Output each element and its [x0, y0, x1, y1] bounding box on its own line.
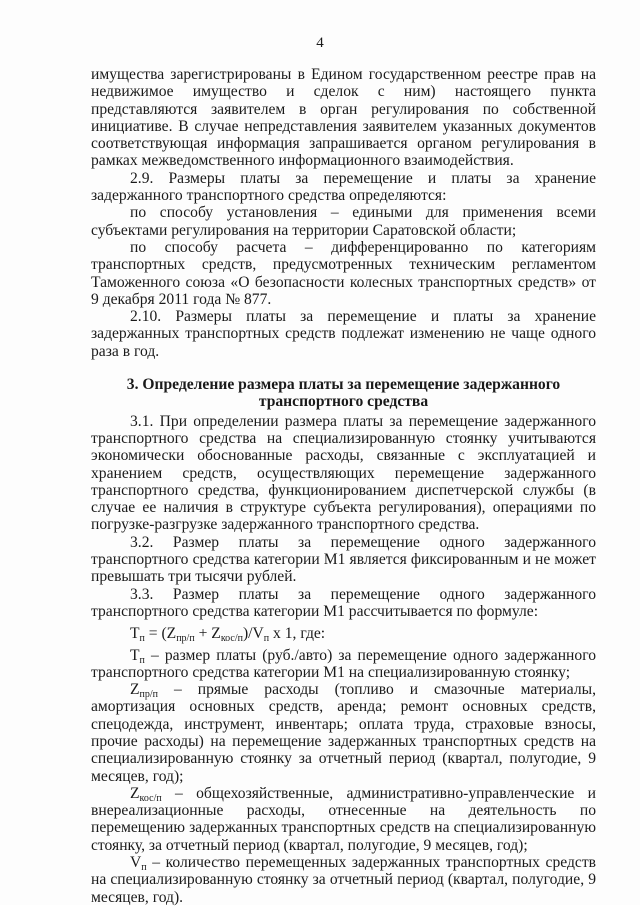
paragraph: по способу расчета – дифференцированно по категориям транспортных средств, предусмотренных техническим регламентом Таможенного союза «О безопасности колесных транспортных средств» от 9 декабря 2011 года № 877.: [91, 238, 596, 308]
paragraph: 3.3. Размер платы за перемещение одного задержанного транспортного средства категории М1 рассчитывается по формуле:: [91, 585, 596, 620]
paragraph: 2.10. Размеры платы за перемещение и платы за хранение задержанных транспортных средств подлежат изменению не чаще одного раза в год.: [91, 308, 596, 360]
paragraph: 3.2. Размер платы за перемещение одного задержанного транспортного средства категории М1 является фиксированным и не может превышать три тысячи рублей.: [91, 533, 596, 586]
paragraph: 2.9. Размеры платы за перемещение и платы за хранение задержанного транспортного средства определяются:: [91, 169, 596, 205]
definition-v: $V_п$ – количество перемещенных задержанных транспортных средств на специализированную стоянку за отчетный период (квартал, полугодие, 9 месяцев, год).: [91, 854, 596, 906]
definition-z-overhead: $Z_{кос/п}$ – общехозяйственные, административно-управленческие и внереализационные расходы, отнесенные на деятельность по перемещению задержанных транспортных средств на специализированную стоянку, за отчетный период (квартал, полугодие, 9 месяцев, год);: [91, 784, 596, 854]
document-body: [91, 66, 596, 906]
paragraph: имущества зарегистрированы в Едином государственном реестре прав на недвижимое имущество и сделок с ним) настоящего пункта представляются заявителем в орган регулирования по собственной инициативе. В случае непредставления заявителем указанных документов соответствующая информация запрашивается органом регулирования в рамках межведомственного информационного взаимодействия.: [91, 66, 596, 170]
paragraph: по способу установления – едиными для применения всеми субъектами регулирования на территории Саратовской области;: [91, 204, 596, 239]
definition-t: $T_п$ – размер платы (руб./авто) за перемещение одного задержанного транспортного средства категории М1 на специализированную стоянку;: [91, 646, 596, 681]
definition-z-direct: $Z_{пр/п}$ – прямые расходы (топливо и смазочные материалы, амортизация основных средств, аренда; ремонт основных средств, спецодежда, инструмент, инвентарь; оплата труда, страховые взносы, прочие расходы) на перемещение задержанных транспортных средств на специализированную стоянку за отчетный период (квартал, полугодие, 9 месяцев, год);: [91, 681, 596, 785]
paragraph: 3.1. При определении размера платы за перемещение задержанного транспортного средства на специализированную стоянку учитываются экономически обоснованные расходы, связанные с эксплуатацией и хранением средств, осуществляющих перемещение задержанного транспортного средства, функционированием диспетчерской службы (в случае ее наличия в структуре субъекта регулирования), операциями по погрузке-разгрузке задержанного транспортного средства.: [91, 412, 596, 534]
page-number: 4: [316, 35, 324, 51]
section-heading: 3. Определение размера платы за перемещение задержанного транспортного средства: [126, 376, 561, 411]
formula: $T_п = (Z_{пр/п} + Z_{кос/п})/V_п$ х 1, где:: [130, 625, 326, 645]
